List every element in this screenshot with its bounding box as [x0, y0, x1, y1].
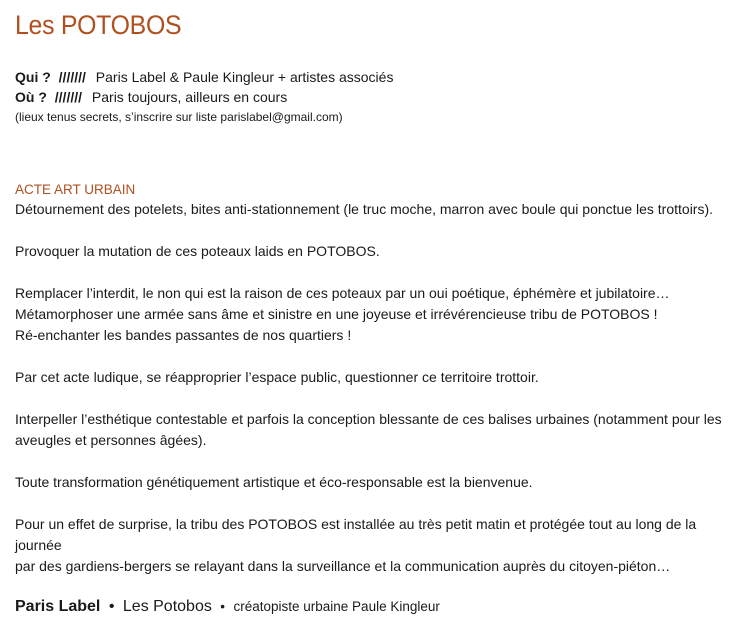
footer-bullet-2: •: [220, 599, 226, 614]
paragraph-line: Interpeller l’esthétique contestable et parfois la conception blessante de ces balises urbaines (notamment pour les: [15, 411, 722, 427]
paragraph-line: Remplacer l’interdit, le non qui est la raison de ces poteaux par un oui poétique, éphémère et jubilatoire…: [15, 285, 670, 301]
where-line: [15, 87, 393, 107]
meta-block: [15, 67, 393, 126]
who-line: [15, 67, 393, 87]
footer-project: Les Potobos: [122, 598, 212, 615]
paragraph-6: [15, 514, 737, 577]
paragraph-line: aveugles et personnes âgées).: [15, 432, 207, 448]
paragraph-line: Métamorphoser une armée sans âme et sinistre en une joyeuse et irrévérencieuse tribu de POTOBOS !: [15, 306, 658, 322]
page-title: Les POTOBOS: [15, 10, 182, 40]
footer-brand: Paris Label: [15, 598, 101, 615]
where-separator: ///////: [54, 89, 83, 105]
paragraph-line: Toute transformation génétiquement artistique et éco-responsable est la bienvenue.: [15, 474, 533, 490]
who-separator: ///////: [58, 69, 86, 85]
section-heading: ACTE ART URBAIN: [15, 182, 136, 197]
footer: [15, 596, 440, 618]
paragraph-line: Ré-enchanter les bandes passantes de nos quartiers !: [15, 327, 352, 343]
paragraph-2: [15, 283, 737, 346]
article-body: [15, 180, 737, 598]
where-label: Où ?: [15, 89, 47, 105]
paragraph-line: Par cet acte ludique, se réapproprier l’espace public, questionner ce territoire trottoir.: [15, 369, 539, 385]
where-value: Paris toujours, ailleurs en cours: [91, 89, 288, 105]
paragraph-line: Pour un effet de surprise, la tribu des POTOBOS est installée au très petit matin et protégée tout au long de la journée: [15, 516, 697, 553]
meta-note: (lieux tenus secrets, s’inscrire sur liste parislabel@gmail.com): [15, 110, 343, 124]
paragraph-line: par des gardiens-bergers se relayant dans la surveillance et la communication auprès du citoyen-piéton…: [15, 558, 671, 574]
who-value: Paris Label & Paule Kingleur + artistes associés: [95, 69, 394, 85]
footer-credit: créatopiste urbaine Paule Kingleur: [233, 599, 440, 614]
paragraph-3: [15, 367, 737, 388]
section-intro: Détournement des potelets, bites anti-stationnement (le truc moche, marron avec boule qui ponctue les trottoirs).: [15, 201, 714, 217]
paragraph-line: Provoquer la mutation de ces poteaux laids en POTOBOS.: [15, 243, 380, 259]
who-label: Qui ?: [15, 69, 51, 85]
paragraph-4: [15, 409, 737, 451]
footer-bullet: •: [108, 598, 115, 615]
paragraph-1: [15, 241, 737, 262]
paragraph-5: [15, 472, 737, 493]
